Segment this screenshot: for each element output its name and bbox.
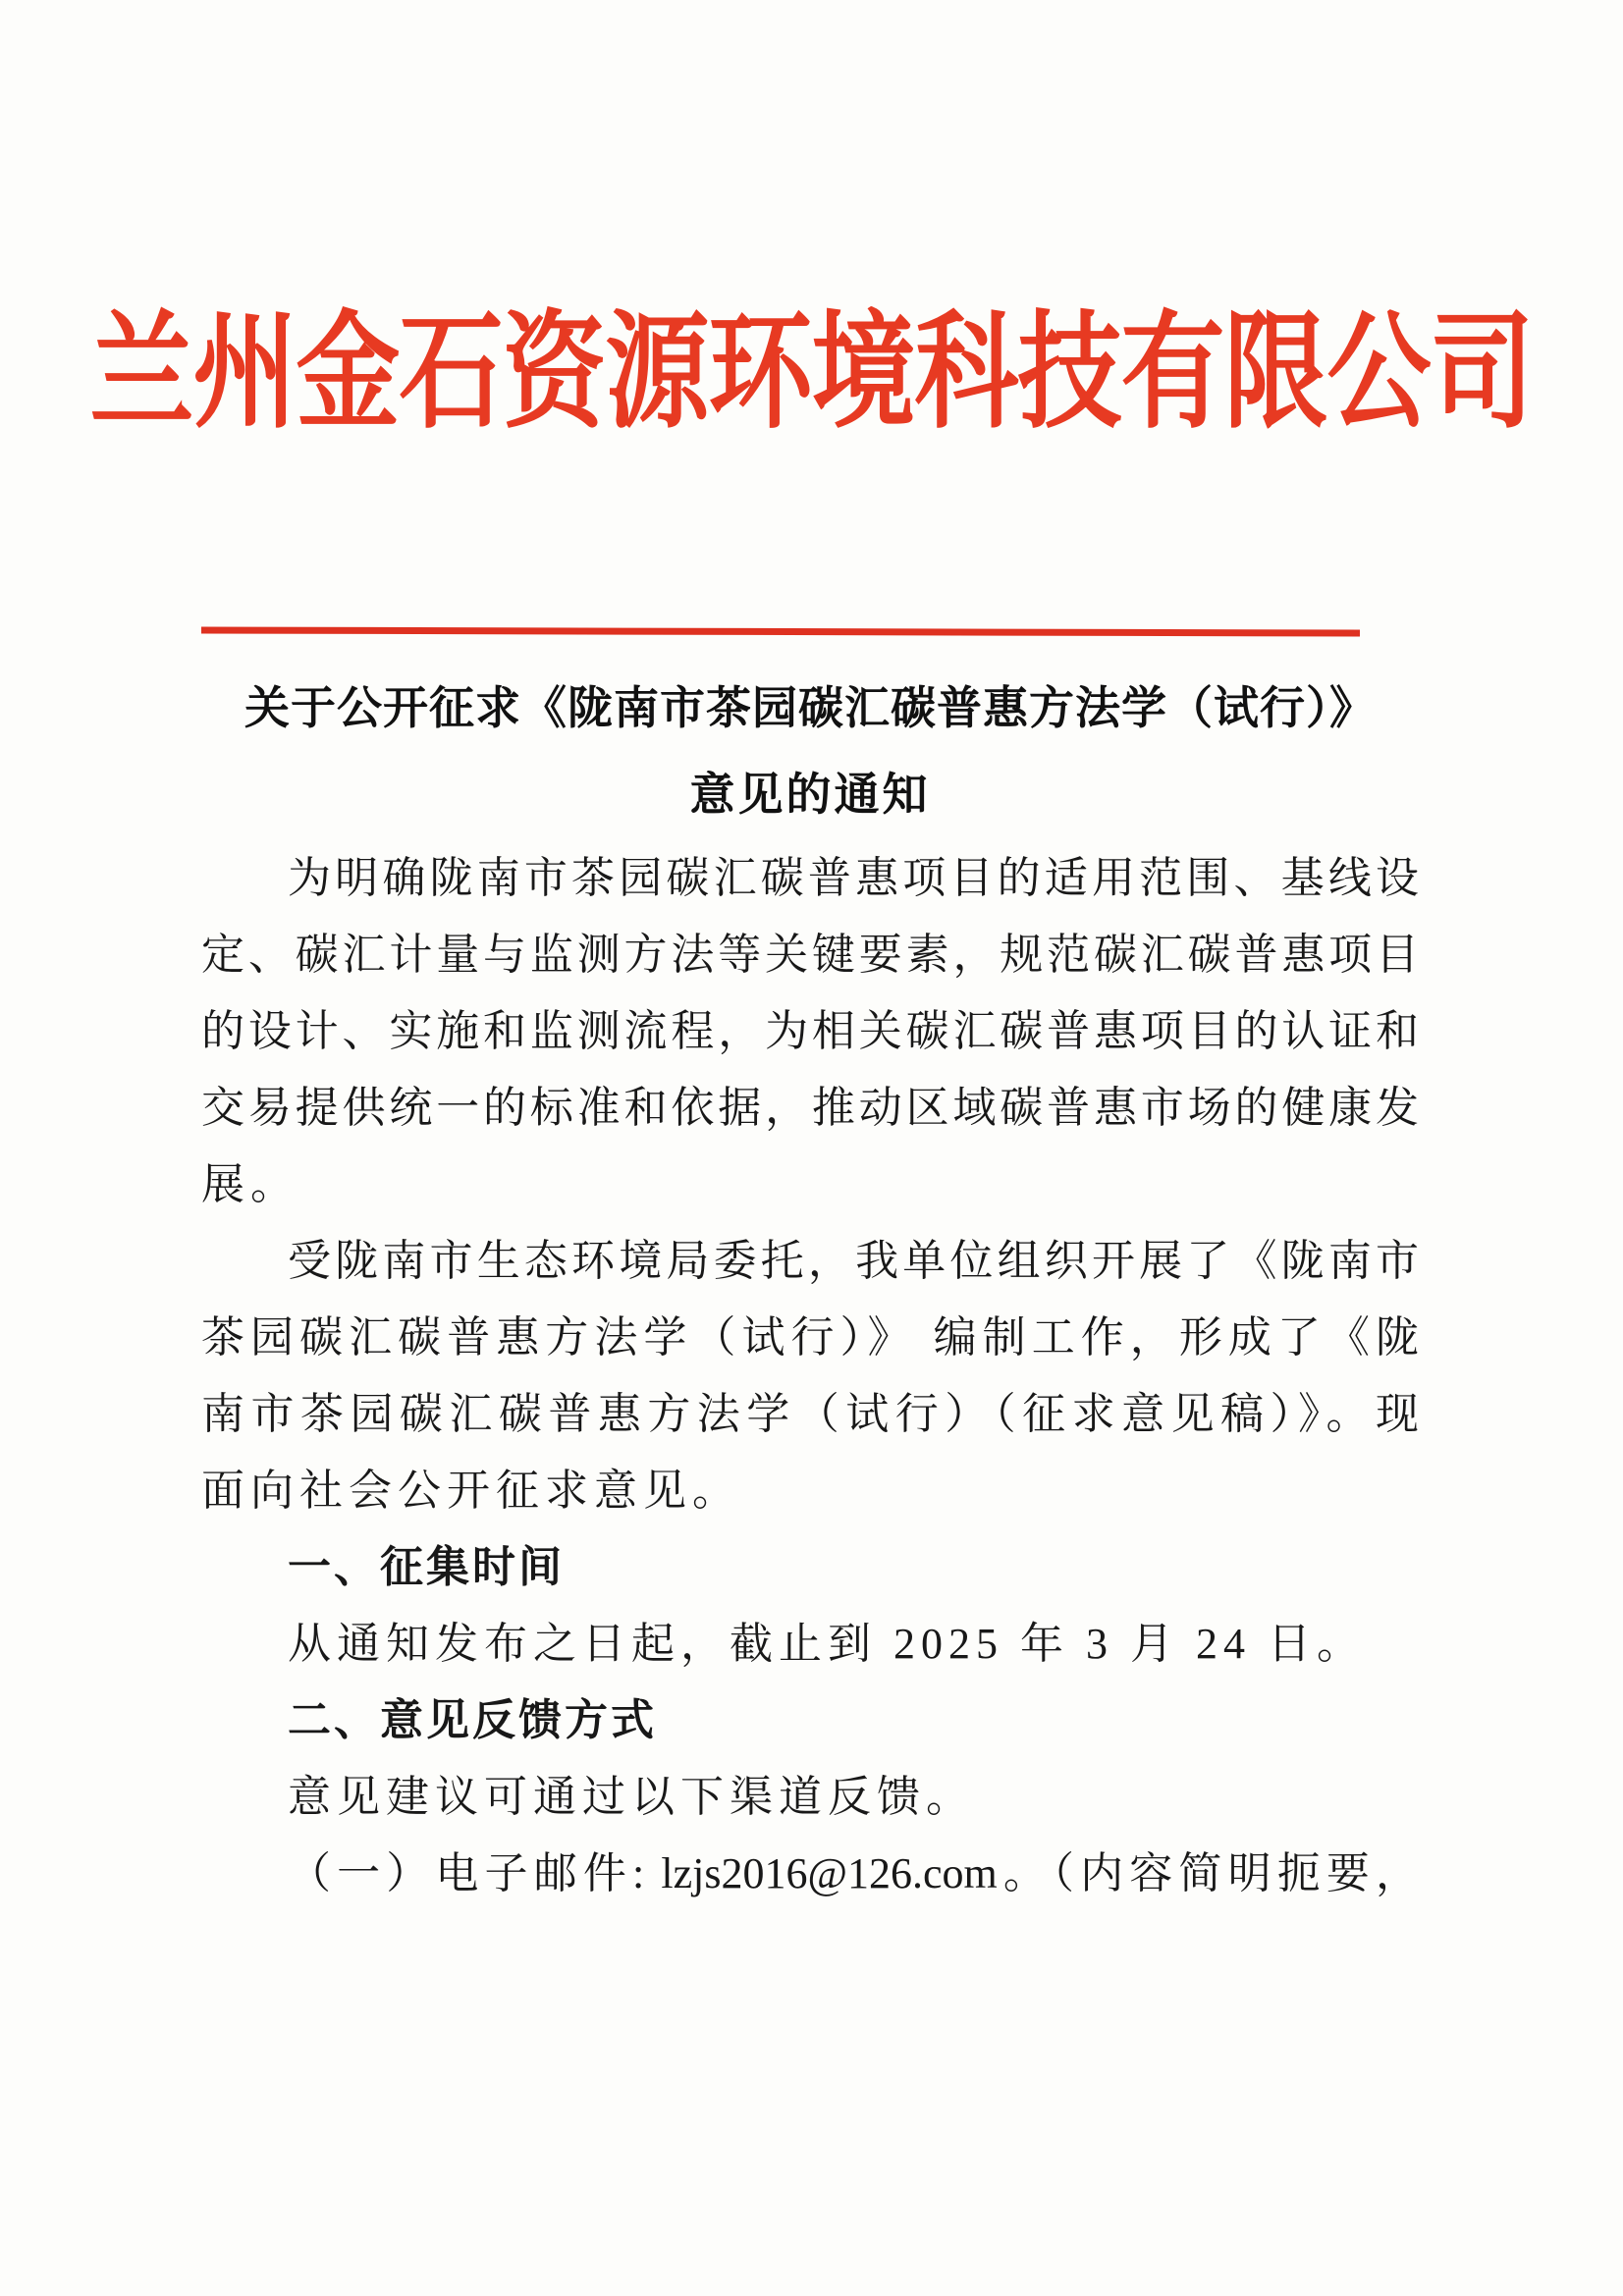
body-line: 茶园碳汇碳普惠方法学（试行）》 编制工作，形成了《陇	[201, 1313, 1419, 1362]
notice-body	[201, 840, 1419, 1912]
body-line: 南市茶园碳汇碳普惠方法学（试行）（征求意见稿）》。现	[201, 1390, 1419, 1438]
document-title-line1: 关于公开征求《陇南市茶园碳汇碳普惠方法学（试行）》	[244, 683, 1376, 733]
document-title	[201, 666, 1419, 838]
document-title-line2: 意见的通知	[689, 770, 931, 820]
body-line: 面向社会公开征求意见。	[201, 1467, 741, 1515]
body-line: 意见建议可通过以下渠道反馈。	[288, 1773, 975, 1821]
section-heading-2: 二、意见反馈方式	[288, 1696, 657, 1744]
body-line: 交易提供统一的标准和依据，推动区域碳普惠市场的健康发	[201, 1084, 1419, 1132]
body-line: 定、碳汇计量与监测方法等关键要素，规范碳汇碳普惠项目	[201, 931, 1419, 979]
letterhead-divider-rule	[201, 626, 1360, 636]
body-line: 为明确陇南市茶园碳汇碳普惠项目的适用范围、基线设	[288, 854, 1419, 902]
feedback-email-line: （一）电子邮件: lzjs2016@126.com。（内容简明扼要，	[288, 1849, 1419, 1897]
body-line: 展。	[201, 1160, 299, 1208]
collection-deadline-line: 从通知发布之日起，截止到 2025 年 3 月 24 日。	[288, 1620, 1366, 1668]
section-heading-1: 一、征集时间	[288, 1543, 565, 1591]
company-letterhead: 兰州金石资源环境科技有限公司	[89, 302, 1534, 444]
body-line: 受陇南市生态环境局委托，我单位组织开展了《陇南市	[288, 1237, 1419, 1285]
body-line: 的设计、实施和监测流程，为相关碳汇碳普惠项目的认证和	[201, 1007, 1419, 1055]
